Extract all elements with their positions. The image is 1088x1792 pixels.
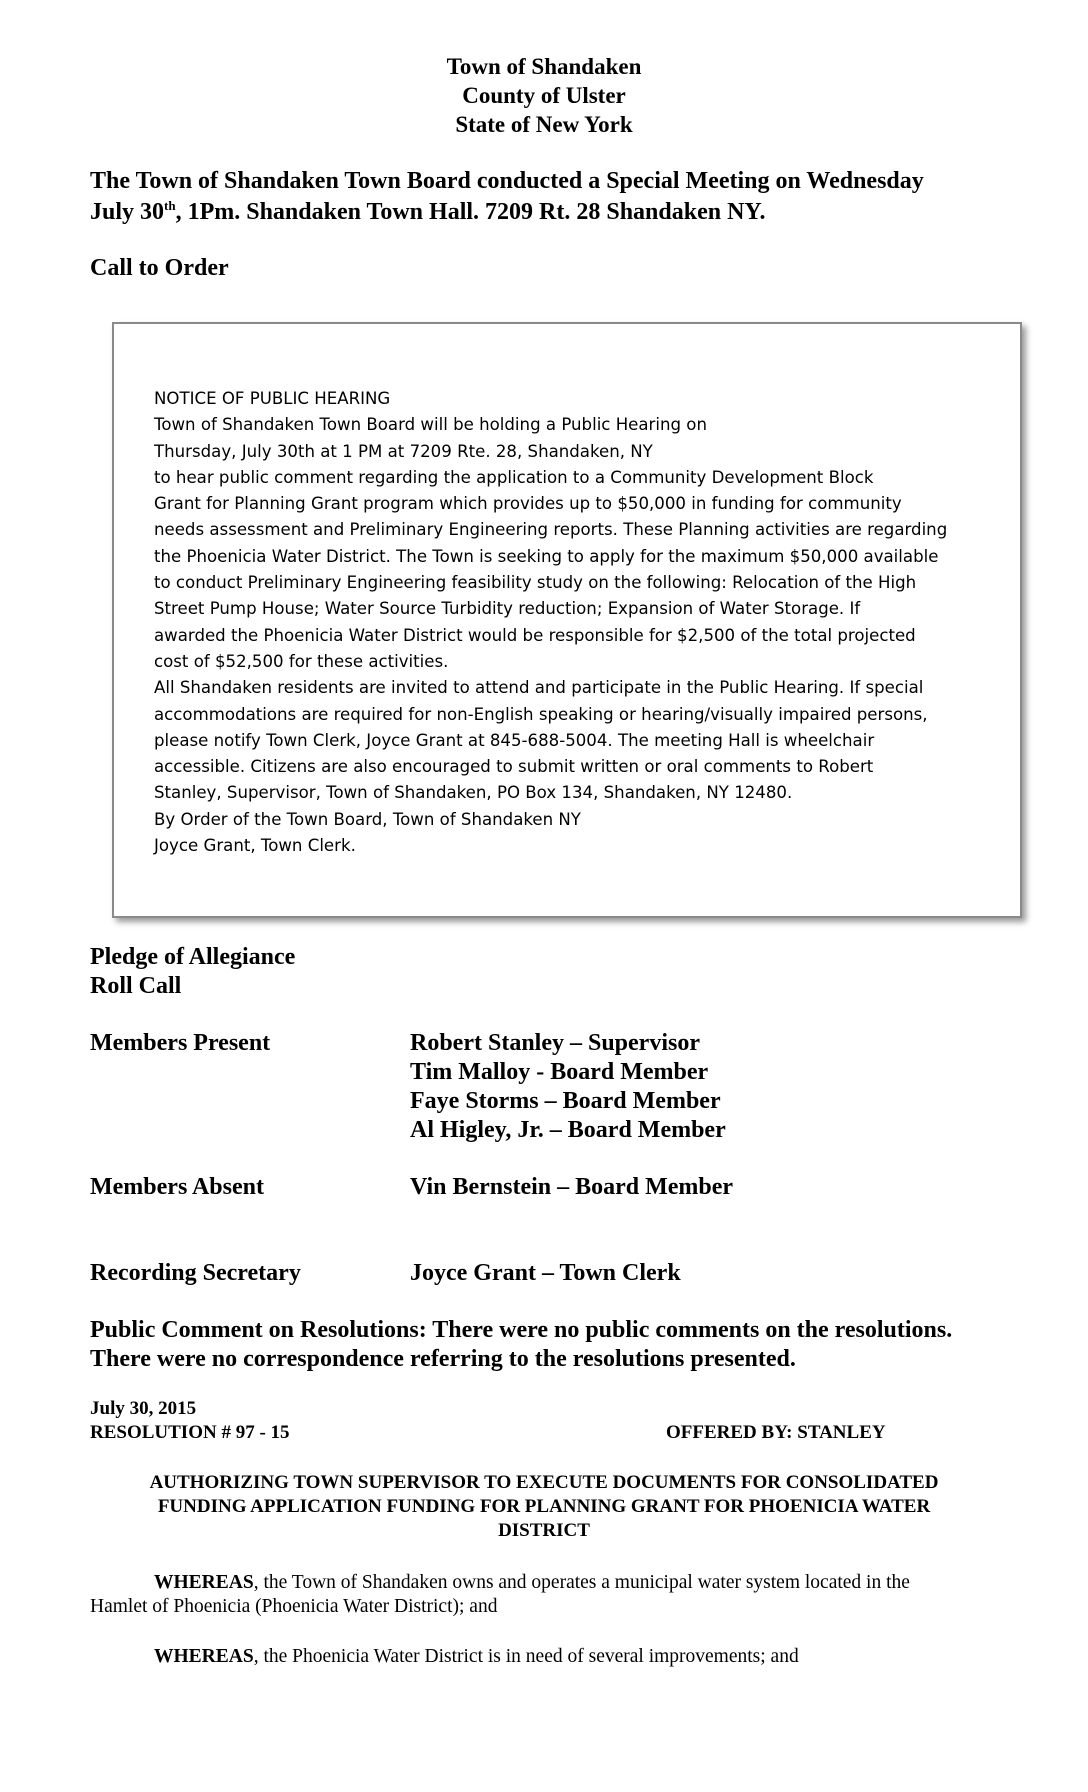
notice-line: awarded the Phoenicia Water District would be responsible for $2,500 of the total projected — [154, 625, 916, 645]
notice-line: Town of Shandaken Town Board will be holding a Public Hearing on — [154, 415, 707, 435]
resolution-title-line-2: FUNDING APPLICATION FUNDING FOR PLANNING GRANT FOR PHOENICIA WATER — [157, 1496, 931, 1517]
whereas-1-line-2: Hamlet of Phoenicia (Phoenicia Water District); and — [90, 1596, 498, 1617]
whereas-2 — [154, 1646, 799, 1668]
notice-line: accommodations are required for non-English speaking or hearing/visually impaired persons, — [154, 704, 928, 724]
notice-line: cost of $52,500 for these activities. — [154, 651, 449, 671]
header-state: State of New York — [455, 112, 633, 137]
resolution-title-line-3: DISTRICT — [498, 1520, 590, 1541]
intro-line-2 — [90, 198, 766, 226]
header-town: Town of Shandaken — [446, 54, 642, 79]
notice-line: Stanley, Supervisor, Town of Shandaken, PO Box 134, Shandaken, NY 12480. — [154, 783, 793, 803]
recording-secretary: Joyce Grant – Town Clerk — [410, 1260, 681, 1286]
call-to-order: Call to Order — [90, 255, 229, 281]
public-comment-line-1: Public Comment on Resolutions: There were no public comments on the resolutions. — [90, 1317, 953, 1343]
intro-date: July 30 — [90, 199, 165, 225]
resolution-number: RESOLUTION # 97 - 15 — [90, 1422, 290, 1443]
notice-line: needs assessment and Preliminary Engineering reports. These Planning activities are regarding — [154, 520, 948, 540]
resolution-date: July 30, 2015 — [90, 1398, 197, 1419]
notice-line: By Order of the Town Board, Town of Shandaken NY — [154, 809, 581, 829]
pledge-of-allegiance: Pledge of Allegiance — [90, 944, 296, 970]
resolution-offered-by: OFFERED BY: STANLEY — [666, 1422, 886, 1443]
whereas-label: WHEREAS — [154, 1572, 254, 1593]
notice-text — [154, 386, 1004, 859]
roll-call: Roll Call — [90, 973, 182, 999]
recording-secretary-label: Recording Secretary — [90, 1260, 301, 1286]
notice-line: Grant for Planning Grant program which provides up to $50,000 in funding for community — [154, 494, 902, 514]
intro-location: , 1Pm. Shandaken Town Hall. 7209 Rt. 28 Shandaken NY. — [175, 199, 766, 225]
whereas-label: WHEREAS — [154, 1646, 254, 1667]
member-absent: Vin Bernstein – Board Member — [410, 1174, 734, 1200]
notice-line: Joyce Grant, Town Clerk. — [154, 836, 356, 856]
members-present-label: Members Present — [90, 1030, 271, 1056]
whereas-1-line-1 — [154, 1572, 910, 1594]
notice-line: Thursday, July 30th at 1 PM at 7209 Rte. 28, Shandaken, NY — [154, 441, 653, 461]
public-hearing-notice-box — [112, 322, 1022, 918]
notice-line: NOTICE OF PUBLIC HEARING — [154, 389, 391, 408]
resolution-title-line-1: AUTHORIZING TOWN SUPERVISOR TO EXECUTE DOCUMENTS FOR CONSOLIDATED — [149, 1472, 939, 1493]
notice-line: please notify Town Clerk, Joyce Grant at 845-688-5004. The meeting Hall is wheelchair — [154, 730, 875, 750]
notice-line: Street Pump House; Water Source Turbidity reduction; Expansion of Water Storage. If — [154, 599, 861, 619]
member-present: Faye Storms – Board Member — [410, 1088, 721, 1114]
notice-line: the Phoenicia Water District. The Town is seeking to apply for the maximum $50,000 available — [154, 546, 939, 566]
notice-line: accessible. Citizens are also encouraged to submit written or oral comments to Robert — [154, 757, 874, 777]
intro-line-1: The Town of Shandaken Town Board conducted a Special Meeting on Wednesday — [90, 168, 924, 194]
whereas-text: , the Phoenicia Water District is in need of several improvements; and — [253, 1646, 799, 1667]
public-comment-line-2: There were no correspondence referring to the resolutions presented. — [90, 1346, 796, 1372]
members-absent-label: Members Absent — [90, 1174, 264, 1200]
whereas-text: , the Town of Shandaken owns and operates a municipal water system located in the — [253, 1572, 910, 1593]
member-present: Al Higley, Jr. – Board Member — [410, 1117, 726, 1143]
header-county: County of Ulster — [462, 83, 626, 108]
notice-line: to hear public comment regarding the application to a Community Development Block — [154, 467, 874, 487]
intro-date-suffix: th — [164, 198, 176, 213]
notice-line: to conduct Preliminary Engineering feasibility study on the following: Relocation of the High — [154, 573, 917, 593]
notice-line: All Shandaken residents are invited to attend and participate in the Public Hearing. If special — [154, 678, 924, 698]
member-present: Tim Malloy - Board Member — [410, 1059, 709, 1085]
member-present: Robert Stanley – Supervisor — [410, 1030, 700, 1056]
